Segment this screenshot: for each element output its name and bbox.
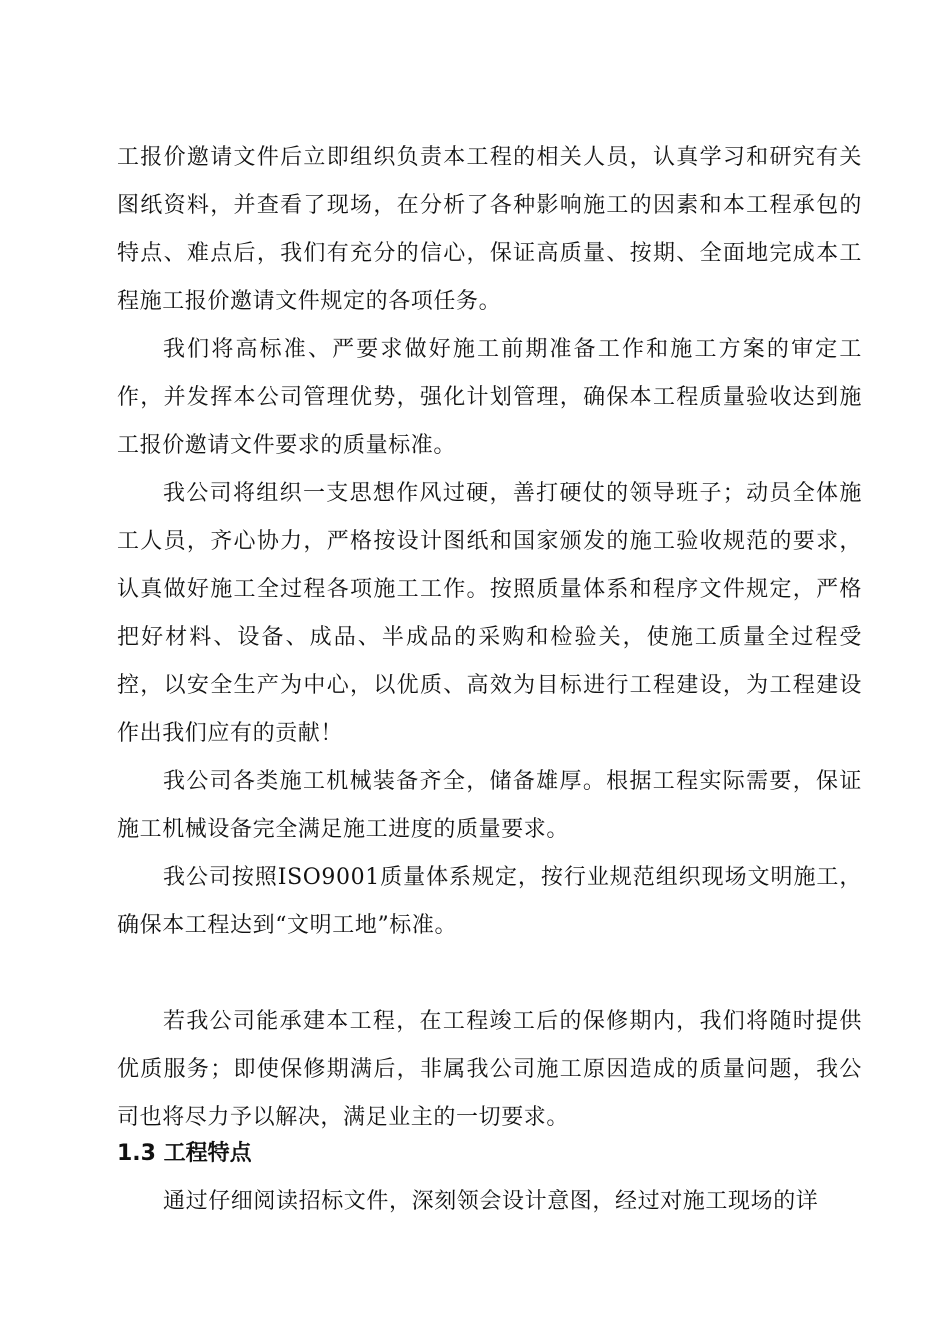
paragraph-5: 我公司按照ISO9001质量体系规定，按行业规范组织现场文明施工，确保本工程达到“文明工地”标准。 <box>117 865 862 938</box>
paragraph-2: 我们将高标准、严要求做好施工前期准备工作和施工方案的审定工作，并发挥本公司管理优势，强化计划管理，确保本工程质量验收达到施工报价邀请文件要求的质量标准。 <box>117 337 862 458</box>
paragraph-1: 工报价邀请文件后立即组织负责本工程的相关人员，认真学习和研究有关图纸资料，并查看了现场，在分析了各种影响施工的因素和本工程承包的特点、难点后，我们有充分的信心，保证高质量、按期、全面地完成本工程施工报价邀请文件规定的各项任务。 <box>117 145 862 314</box>
paragraph-7: 通过仔细阅读招标文件，深刻领会设计意图，经过对施工现场的详 <box>163 1189 819 1214</box>
paragraph-4: 我公司各类施工机械装备齐全，储备雄厚。根据工程实际需要，保证施工机械设备完全满足施工进度的质量要求。 <box>117 769 862 842</box>
section-heading: 1.3 工程特点 <box>117 1141 252 1166</box>
paragraph-6: 若我公司能承建本工程，在工程竣工后的保修期内，我们将随时提供优质服务；即使保修期满后，非属我公司施工原因造成的质量问题，我公司也将尽力予以解决，满足业主的一切要求。 <box>117 1009 862 1130</box>
paragraph-3: 我公司将组织一支思想作风过硬，善打硬仗的领导班子；动员全体施工人员，齐心协力，严格按设计图纸和国家颁发的施工验收规范的要求，认真做好施工全过程各项施工工作。按照质量体系和程序文件规定，严格把好材料、设备、成品、半成品的采购和检验关，使施工质量全过程受控，以安全生产为中心，以优质、高效为目标进行工程建设，为工程建设作出我们应有的贡献！ <box>117 481 862 746</box>
